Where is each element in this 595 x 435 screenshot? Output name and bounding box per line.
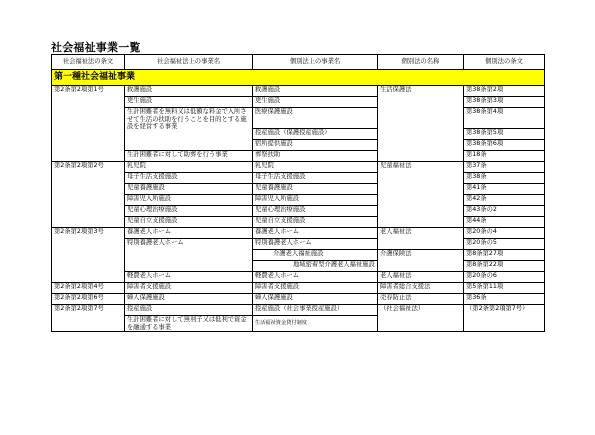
individual-business-cell: 地域密着型介護老人福祉施設 xyxy=(253,261,378,272)
header-cell: 個別法の名称 xyxy=(378,55,464,70)
business-cell: 養護老人ホーム xyxy=(125,228,253,239)
business-cell: 児童心理治療施設 xyxy=(125,206,253,217)
individual-business-cell: 医療保護施設 xyxy=(253,108,378,129)
law-article-cell: 第20条の6 xyxy=(464,272,545,283)
table-row xyxy=(52,173,545,184)
law-article-cell: 第38条第2項 xyxy=(464,86,545,97)
law-article-cell: 第44条 xyxy=(464,217,545,228)
page-title: 社会福祉事業一覧 xyxy=(51,41,141,54)
table-row xyxy=(52,108,545,129)
header-cell: 社会福祉法上の事業名 xyxy=(125,55,253,70)
business-cell: 授産施設 xyxy=(125,305,253,316)
table-header-row xyxy=(52,55,545,70)
individual-business-cell: 養護老人ホーム xyxy=(253,228,378,239)
table-row xyxy=(52,217,545,228)
individual-business-cell: 宿所提供施設 xyxy=(253,140,378,151)
business-cell: 児童養護施設 xyxy=(125,184,253,195)
law-article-cell: 第20条の4 xyxy=(464,228,545,239)
business-cell: 生計困難者に対して助葬を行う事業 xyxy=(125,151,253,162)
law-name-cell: 売春防止法 xyxy=(378,294,464,305)
individual-business-cell: 障害者支援施設 xyxy=(253,283,378,294)
law-name-cell: 老人福祉法 xyxy=(378,272,464,283)
table-row xyxy=(52,305,545,316)
business-cell: 障害児入所施設 xyxy=(125,195,253,206)
law-article-cell: 第43条の2 xyxy=(464,206,545,217)
individual-business-cell: 乳児院 xyxy=(253,162,378,173)
table-row xyxy=(52,151,545,162)
individual-business-cell: 特別養護老人ホーム xyxy=(253,239,378,250)
welfare-business-table xyxy=(51,54,545,332)
law-article-cell: 第38条第4項 xyxy=(464,108,545,129)
law-article-cell: 第38条 xyxy=(464,173,545,184)
article-cell: 第2条第2項第3号 xyxy=(52,228,125,283)
business-cell: 児童自立支援施設 xyxy=(125,217,253,228)
article-cell: 第2条第2項第7号 xyxy=(52,305,125,332)
business-cell: 婦人保護施設 xyxy=(125,294,253,305)
table-row xyxy=(52,239,545,250)
section-title: 第一種社会福祉事業 xyxy=(52,70,545,86)
table-row xyxy=(52,184,545,195)
law-article-cell: 第38条第3項 xyxy=(464,97,545,108)
individual-business-cell: 軽費老人ホーム xyxy=(253,272,378,283)
article-cell: 第2条第2項第6号 xyxy=(52,294,125,305)
table-row xyxy=(52,283,545,294)
table-row xyxy=(52,86,545,97)
law-article-cell: 第38条第6項 xyxy=(464,140,545,151)
individual-business-cell: 障害児入所施設 xyxy=(253,195,378,206)
individual-business-cell: 婦人保護施設 xyxy=(253,294,378,305)
individual-business-cell: 介護老人福祉施設 xyxy=(253,250,378,261)
law-article-cell: 第18条 xyxy=(464,151,545,162)
table-row xyxy=(52,228,545,239)
table-row xyxy=(52,162,545,173)
business-cell: 生計困難者に対して無利子又は低利で資金を融通する事業 xyxy=(125,316,253,332)
table-row xyxy=(52,294,545,305)
article-cell: 第2条第2項第1号 xyxy=(52,86,125,162)
individual-business-cell: 授産施設（社会事業授産施設） xyxy=(253,305,378,316)
individual-business-cell: 更生施設 xyxy=(253,97,378,108)
header-cell: 個別法上の事業名 xyxy=(253,55,378,70)
individual-business-cell: 救護施設 xyxy=(253,86,378,97)
individual-business-cell: 授産施設（保護授産施設） xyxy=(253,129,378,140)
individual-business-cell: 児童養護施設 xyxy=(253,184,378,195)
individual-business-cell: 児童心理治療施設 xyxy=(253,206,378,217)
article-cell: 第2条第2項第2号 xyxy=(52,162,125,228)
law-article-cell: 第36条 xyxy=(464,294,545,305)
business-cell: 救護施設 xyxy=(125,86,253,97)
section-row xyxy=(52,70,545,86)
law-article-cell: 第41条 xyxy=(464,184,545,195)
header-cell: 社会福祉法の条文 xyxy=(52,55,125,70)
business-cell: 乳児院 xyxy=(125,162,253,173)
business-cell: 生計困難者を無料又は低額な料金で入所させて生活の扶助を行うことを目的とする施設を経営する事業 xyxy=(125,108,253,151)
law-name-cell: 介護保険法 xyxy=(378,250,464,272)
law-name-cell: （社会福祉法） xyxy=(378,305,464,332)
law-name-cell: 生活保護法 xyxy=(378,86,464,162)
article-cell: 第2条第2項第4号 xyxy=(52,283,125,294)
table-row xyxy=(52,97,545,108)
law-article-cell: 第8条第22項 xyxy=(464,261,545,272)
law-article-cell: 第20条の5 xyxy=(464,239,545,250)
law-article-cell: 第42条 xyxy=(464,195,545,206)
business-cell: 更生施設 xyxy=(125,97,253,108)
business-cell: 母子生活支援施設 xyxy=(125,173,253,184)
law-name-cell: 老人福祉法 xyxy=(378,228,464,250)
law-article-cell: 第37条 xyxy=(464,162,545,173)
individual-business-cell: 母子生活支援施設 xyxy=(253,173,378,184)
individual-business-cell: 葬祭扶助 xyxy=(253,151,378,162)
law-article-cell: （第2条第2項第7号） xyxy=(464,305,545,332)
business-cell: 特別養護老人ホーム xyxy=(125,239,253,272)
law-name-cell: 児童福祉法 xyxy=(378,162,464,228)
table-row xyxy=(52,272,545,283)
law-article-cell: 第5条第11項 xyxy=(464,283,545,294)
law-name-cell: 障害者総合支援法 xyxy=(378,283,464,294)
table-row xyxy=(52,206,545,217)
table-row xyxy=(52,195,545,206)
law-article-cell: 第8条第27項 xyxy=(464,250,545,261)
individual-business-cell: 児童自立支援施設 xyxy=(253,217,378,228)
header-cell: 個別法の条文 xyxy=(464,55,545,70)
individual-business-cell: 生活福祉資金貸付制度 xyxy=(253,316,378,332)
business-cell: 軽費老人ホーム xyxy=(125,272,253,283)
business-cell: 障害者支援施設 xyxy=(125,283,253,294)
law-article-cell: 第38条第5項 xyxy=(464,129,545,140)
